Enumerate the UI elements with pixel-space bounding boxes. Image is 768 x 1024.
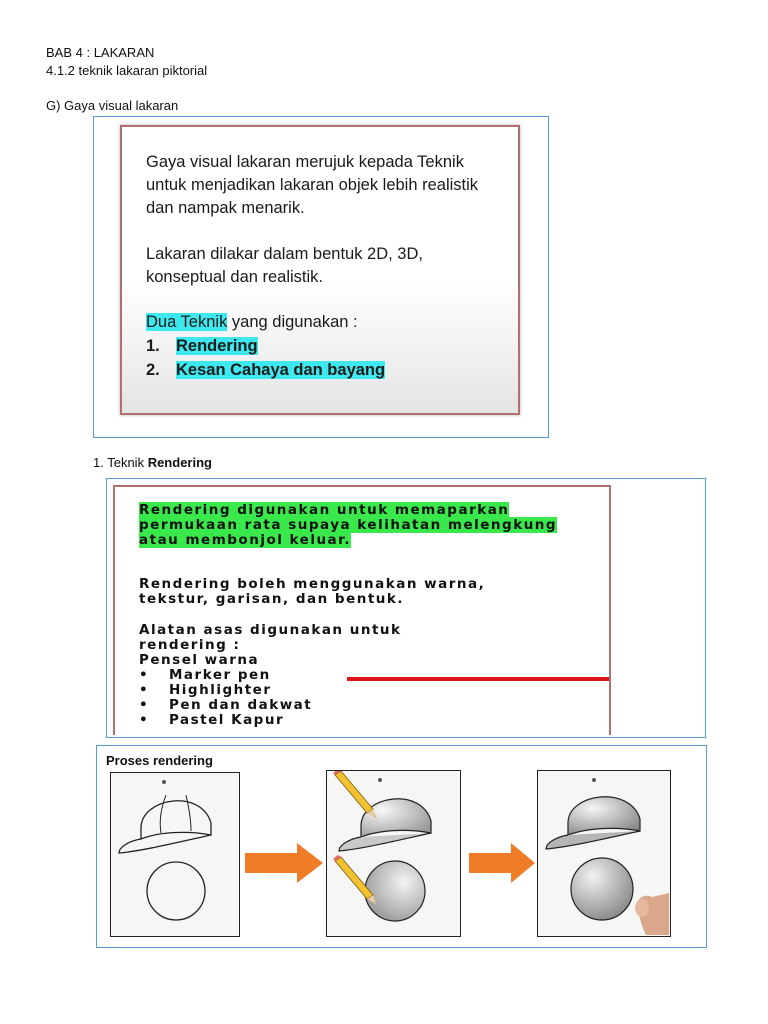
slide1-intro	[146, 311, 506, 334]
bullet: •	[139, 697, 150, 713]
tool-item	[139, 698, 609, 713]
slide2-tools-first: Pensel warna	[139, 652, 260, 668]
sketch-photo-2	[326, 770, 461, 937]
pencil-icon	[333, 771, 377, 819]
slide1-intro-rest: yang digunakan :	[227, 313, 358, 331]
tool-label: Marker pen	[169, 667, 271, 683]
slide1-item-1	[146, 335, 506, 358]
outline-sketch-image	[111, 773, 238, 935]
slide2-tools-intro: Alatan asas digunakan untuk rendering :	[139, 622, 402, 653]
slide1-intro-highlight: Dua Teknik	[146, 313, 228, 331]
slide2-usage: Rendering boleh menggunakan warna, tekstur, garisan, dan bentuk.	[139, 576, 486, 607]
sketch-photo-3	[537, 770, 671, 937]
tool-label: Pastel Kapur	[169, 712, 285, 728]
red-underline	[347, 677, 611, 681]
topic-title: G) Gaya visual lakaran	[46, 98, 179, 113]
bullet: •	[139, 712, 150, 728]
arrow-right-icon	[469, 843, 535, 883]
sketch-photo-1	[110, 772, 240, 937]
chapter-title: BAB 4 : LAKARAN	[46, 45, 155, 60]
slide1-para1: Gaya visual lakaran merujuk kepada Teknik untuk menjadikan lakaran objek lebih realistik dan nampak menarik.	[146, 153, 479, 217]
tool-item	[139, 713, 609, 728]
rendered-result-image	[538, 771, 669, 935]
hand-icon	[635, 893, 669, 935]
tool-item	[139, 683, 609, 698]
item-label: Kesan Cahaya dan bayang	[176, 361, 386, 379]
slide1-item-2	[146, 359, 506, 382]
arrow-right-icon	[245, 843, 323, 883]
item-number: 1.	[146, 337, 160, 355]
shading-sketch-image	[327, 771, 459, 935]
item-label: Rendering	[176, 337, 258, 355]
section-title: 4.1.2 teknik lakaran piktorial	[46, 63, 208, 78]
slide1-para2: Lakaran dilakar dalam bentuk 2D, 3D, konseptual dan realistik.	[146, 245, 423, 286]
slide1	[120, 125, 520, 415]
process-title: Proses rendering	[106, 753, 213, 768]
rendering-heading-bold: Rendering	[147, 455, 212, 470]
tool-label: Pen dan dakwat	[169, 697, 313, 713]
tool-label: Highlighter	[169, 682, 272, 698]
process-frame	[96, 745, 707, 948]
slide1-frame	[93, 116, 549, 438]
slide2	[113, 485, 611, 735]
slide2-definition: Rendering digunakan untuk memaparkan permukaan rata supaya kelihatan melengkung atau membonjol keluar.	[139, 502, 558, 548]
slide2-frame	[106, 478, 706, 738]
rendering-heading-prefix: 1. Teknik	[93, 455, 148, 470]
rendering-heading	[93, 455, 212, 471]
item-number: 2.	[146, 361, 160, 379]
bullet: •	[139, 667, 150, 683]
bullet: •	[139, 682, 150, 698]
